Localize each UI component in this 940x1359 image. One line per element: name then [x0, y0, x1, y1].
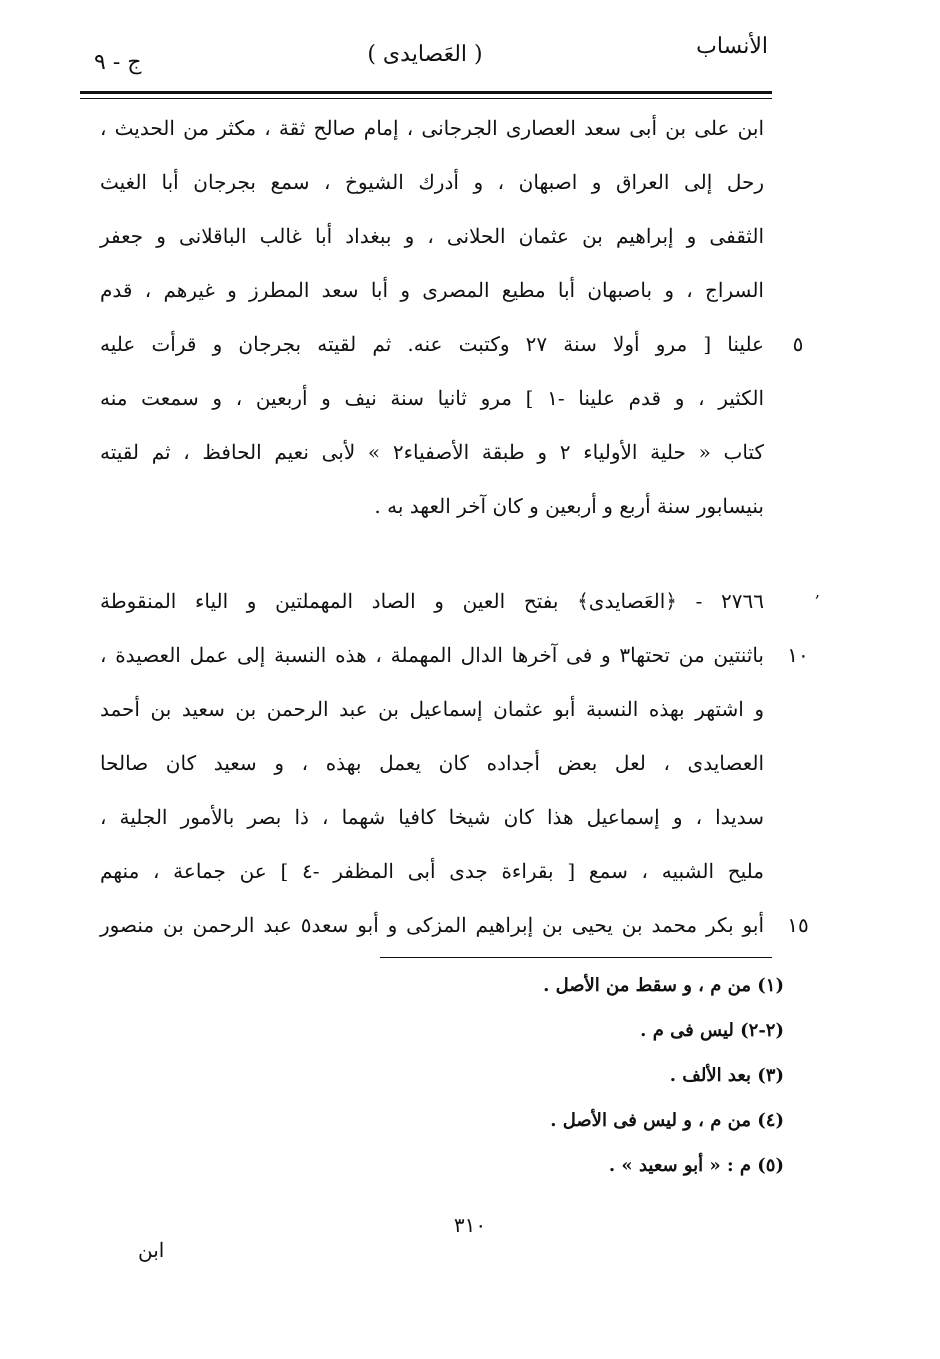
footnote: (٥) م : « أبو سعيد » .: [608, 1155, 784, 1176]
footnote-rule: [380, 957, 772, 958]
header-rule-thin: [80, 98, 772, 99]
text-line: الثقفى و إبراهيم بن عثمان الحلانى ، و ببغداد أبا غالب الباقلانى و جعفر: [100, 224, 764, 248]
page-number: ٣١٠: [453, 1213, 487, 1237]
stray-mark: ,: [815, 582, 821, 601]
text-line: السراج ، و باصبهان أبا مطيع المصرى و أبا سعد المطرز و غيرهم ، قدم: [100, 278, 764, 302]
text-line: كتاب « حلية الأولياء ٢ و طبقة الأصفياء٢ » لأبى نعيم الحافظ ، ثم لقيته: [100, 440, 764, 464]
header-title: ( العَصايدى ): [367, 42, 483, 67]
running-header: [80, 28, 770, 78]
text-line: العصايدى ، لعل بعض أجداده كان يعمل بهذه ، و سعيد كان صالحا: [100, 750, 764, 775]
text-line: ٢٧٦٦ - ﴿العَصايدى﴾ بفتح العين و الصاد المهملتين و الياء المنقوطة: [100, 588, 764, 613]
header-rule-thick: [80, 91, 772, 94]
text-line: رحل إلى العراق و اصبهان ، و أدرك الشيوخ ، سمع بجرجان أبا الغيث: [100, 170, 764, 194]
text-line: أبو بكر محمد بن يحيى بن إبراهيم المزكى و أبو سعد٥ عبد الرحمن بن منصور: [100, 912, 765, 937]
line-number: ٥: [792, 332, 804, 356]
text-line: و اشتهر بهذه النسبة أبو عثمان إسماعيل بن عبد الرحمن بن سعيد بن أحمد: [100, 696, 764, 721]
text-line: سديدا ، و إسماعيل هذا كان شيخا كافيا شهما ، ذا بصر بالأمور الجلية ،: [100, 804, 764, 829]
text-line: باثنتين من تحتها٣ و فى آخرها الدال المهملة ، هذه النسبة إلى عمل العصيدة ،: [100, 642, 764, 667]
text-line: الكثير ، و قدم علينا -١ ] مرو ثانيا سنة نيف و أربعين ، و سمعت منه: [100, 386, 764, 410]
footnote: (٢-٢) ليس فى م .: [640, 1020, 784, 1041]
footnote: (٤) من م ، و ليس فى الأصل .: [550, 1110, 784, 1131]
text-line: بنيسابور سنة أربع و أربعين و كان آخر العهد به .: [374, 494, 764, 518]
catchword: ابن: [138, 1238, 165, 1262]
line-number: ١٥: [787, 912, 809, 937]
text-line: علينا [ مرو أولا سنة ٢٧ وكتبت عنه. ثم لقيته بجرجان و قرأت عليه: [100, 332, 764, 356]
book-title: الأنساب: [696, 34, 768, 59]
text-line: ابن على بن أبى سعد العصارى الجرجانى ، إمام صالح ثقة ، مكثر من الحديث ،: [100, 116, 764, 140]
text-line: مليح الشبيه ، سمع [ بقراءة جدى أبى المظفر -٤ ] عن جماعة ، منهم: [100, 858, 765, 883]
footnote: (٣) بعد الألف .: [669, 1065, 784, 1086]
volume-label: ج - ٩: [94, 50, 142, 75]
footnote: (١) من م ، و سقط من الأصل .: [543, 975, 784, 996]
line-number: ١٠: [787, 642, 809, 667]
